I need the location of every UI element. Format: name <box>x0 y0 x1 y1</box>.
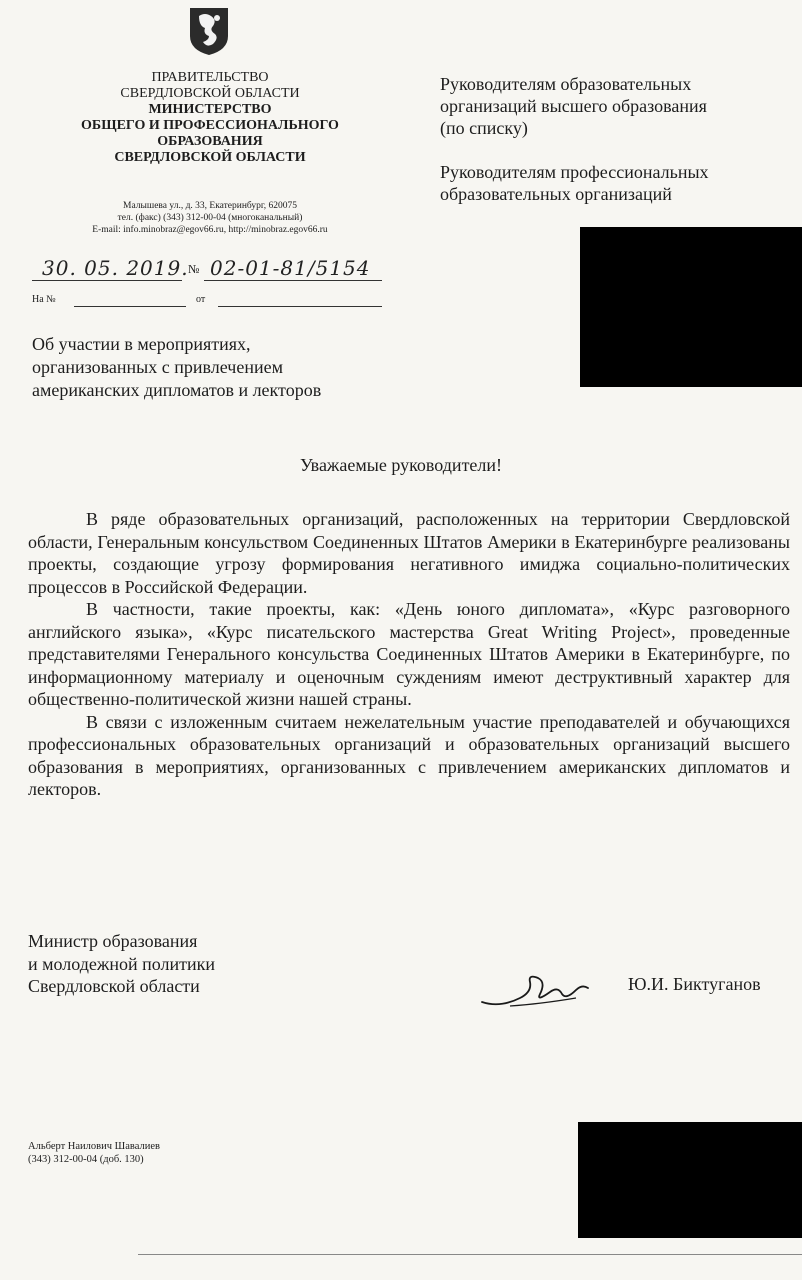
redaction-block-bottom <box>578 1122 802 1238</box>
subject-line: Об участии в мероприятиях, <box>32 334 251 354</box>
addressee-line: Руководителям профессиональных <box>440 162 709 182</box>
reply-date-underline <box>218 306 382 307</box>
addressee-line: Руководителям образовательных <box>440 74 692 94</box>
reply-reference-line <box>32 292 382 312</box>
org-line: ОБРАЗОВАНИЯ <box>157 134 263 149</box>
registration-date: 30. 05. 2019. <box>42 256 189 280</box>
footer-divider <box>138 1254 802 1255</box>
org-line: СВЕРДЛОВСКОЙ ОБЛАСТИ <box>114 150 306 165</box>
from-label: от <box>196 294 206 305</box>
registration-number: 02-01-81/5154 <box>210 256 371 280</box>
body-paragraph: В ряде образовательных организаций, расположенных на территории Свердловской области, Генеральным консульством Соединенных Штатов Америки в Екатеринбурге реализованы проекты, создающие угрозу формирования негативного имиджа социально-политических процессов в Российской Федерации. <box>28 509 790 597</box>
address: Малышева ул., д. 33, Екатеринбург, 620075 <box>123 201 297 211</box>
org-line: МИНИСТЕРСТВО <box>148 102 272 117</box>
greeting: Уважаемые руководители! <box>299 455 503 475</box>
body-paragraph: В связи с изложенным считаем нежелательным участие преподавателей и обучающихся профессиональных образовательных организаций и образовательных организаций высшего образования в мероприятиях, организованных с привлечением американских дипломатов и лекторов. <box>28 711 790 799</box>
letter-subject <box>32 333 392 402</box>
reply-number-underline <box>74 306 186 307</box>
org-line: СВЕРДЛОВСКОЙ ОБЛАСТИ <box>120 86 300 101</box>
addressee-line: (по списку) <box>440 118 528 138</box>
position-line: и молодежной политики <box>28 953 215 974</box>
organization-name <box>40 70 380 166</box>
position-line: Министр образования <box>28 931 198 951</box>
number-mark: № <box>188 262 200 276</box>
email-web: E-mail: info.minobraz@egov66.ru, http://minobraz.egov66.ru <box>92 225 328 235</box>
redaction-block-top <box>580 227 802 387</box>
coat-of-arms-icon <box>187 6 231 56</box>
contact-info <box>30 200 390 236</box>
number-underline <box>204 280 382 281</box>
addressee-line: образовательных организаций <box>440 184 672 204</box>
handwritten-signature <box>480 968 600 1016</box>
position-line: Свердловской области <box>28 976 200 996</box>
body-paragraph: В частности, такие проекты, как: «День юного дипломата», «Курс разговорного английского языка», «Курс писательского мастерства Great Writing Project», проведенные представителями Генерального консульства Соединенных Штатов Америки в Екатеринбурге, по информационному материалу и оценочным суждениям имеют деструктивный характер для общественно-политической жизни нашей страны. <box>28 599 790 709</box>
addressee-block <box>440 73 790 205</box>
org-line: ПРАВИТЕЛЬСТВО <box>151 70 269 85</box>
addressee-line: организаций высшего образования <box>440 96 707 116</box>
signer-position <box>28 930 215 998</box>
registration-line <box>32 256 382 284</box>
executor-info <box>28 1140 160 1166</box>
org-line: ОБЩЕГО И ПРОФЕССИОНАЛЬНОГО <box>81 118 339 133</box>
executor-name: Альберт Наилович Шавалиев <box>28 1141 160 1152</box>
phone: тел. (факс) (343) 312-00-04 (многоканальный) <box>117 213 303 223</box>
subject-line: американских дипломатов и лекторов <box>32 380 322 400</box>
signer-name: Ю.И. Биктуганов <box>628 974 761 994</box>
date-underline <box>32 280 182 281</box>
subject-line: организованных с привлечением <box>32 357 283 377</box>
reply-label: На № <box>32 294 56 305</box>
executor-phone: (343) 312-00-04 (доб. 130) <box>28 1154 144 1165</box>
letter-body <box>28 508 790 801</box>
